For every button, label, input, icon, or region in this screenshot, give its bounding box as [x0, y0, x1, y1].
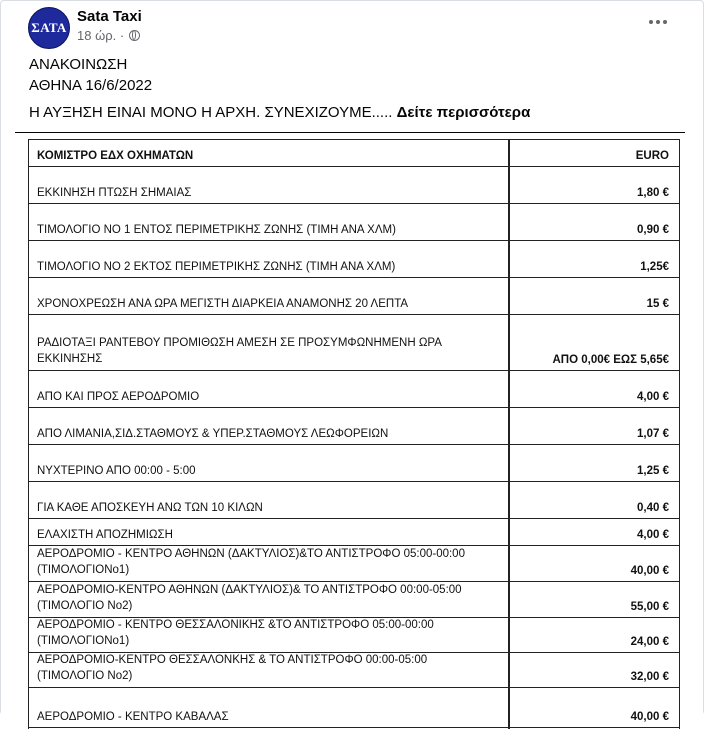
page-avatar[interactable]	[28, 7, 70, 49]
table-row	[29, 546, 679, 582]
table-row	[29, 445, 679, 482]
table-row	[29, 241, 679, 278]
fare-value: 0,40 €	[637, 502, 669, 514]
fare-value: ΑΠΟ 0,00€ ΕΩΣ 5,65€	[552, 354, 669, 366]
fare-label	[37, 335, 442, 367]
fare-label-line-2: ΕΚΚΙΝΗΣΗΣ	[37, 353, 103, 365]
header-value: EURO	[635, 150, 669, 162]
fare-label-line-1: ΑΕΡΟΔΡΟΜΙΟ - ΚΕΝΤΡΟ ΑΘΗΝΩΝ (ΔΑΚΤΥΛΙΟΣ)&ΤΟ ΑΝΤΙΣΤΡΟΦΟ 05:00-00:00	[37, 548, 465, 560]
avatar-logo-text: ΣΑΤΑ	[31, 20, 67, 35]
see-more-link[interactable]: Δείτε περισσότερα	[396, 104, 531, 121]
fare-label-line-2: (ΤΙΜΟΛΟΓΙΟΝο1)	[37, 564, 130, 576]
fare-table	[28, 139, 680, 729]
fare-value: 15 €	[646, 298, 669, 310]
post-meta	[77, 28, 140, 43]
post-text-line-2: ΑΘΗΝΑ 16/6/2022	[29, 77, 153, 94]
fare-label: ΝΥΧΤΕΡΙΝΟ ΑΠΟ 00:00 - 5:00	[37, 465, 196, 477]
fare-label: ΓΙΑ ΚΑΘΕ ΑΠΟΣΚΕΥΗ ΑΝΩ ΤΩΝ 10 ΚΙΛΩΝ	[37, 502, 263, 514]
fare-label: ΑΕΡΟΔΡΟΜΙΟ - ΚΕΝΤΡΟ ΚΑΒΑΛΑΣ	[37, 711, 229, 723]
fare-value: 55,00 €	[630, 601, 669, 613]
fare-label-line-1: ΑΕΡΟΔΡΟΜΙΟ - ΚΕΝΤΡΟ ΘΕΣΣΑΛΟΝΙΚΗΣ &ΤΟ ΑΝΤΙΣΤΡΟΦΟ 05:00-00:00	[37, 619, 434, 631]
fare-label-line-2: (ΤΙΜΟΛΟΓΙΟ Νο2)	[37, 600, 133, 612]
fare-label-line-1: ΑΕΡΟΔΡΟΜΙΟ-ΚΕΝΤΡΟ ΘΕΣΣΑΛΟΝΚΗΣ & ΤΟ ΑΝΤΙΣΤΡΟΦΟ 00:00-05:00	[37, 654, 428, 666]
fare-label: ΑΠΟ ΛΙΜΑΝΙΑ,ΣΙΔ.ΣΤΑΘΜΟΥΣ & ΥΠΕΡ.ΣΤΑΘΜΟΥΣ ΛΕΩΦΟΡΕΙΩΝ	[37, 428, 389, 440]
table-row	[29, 482, 679, 519]
page-name-link[interactable]: Sata Taxi	[77, 8, 142, 25]
fare-label: ΕΚΚΙΝΗΣΗ ΠΤΩΣΗ ΣΗΜΑΙΑΣ	[37, 187, 192, 199]
fare-label-line-2: (ΤΙΜΟΛΟΓΙΟΝο1)	[37, 635, 130, 647]
table-row	[29, 408, 679, 445]
fare-value: 40,00 €	[630, 565, 669, 577]
fare-value: 0,90 €	[637, 224, 669, 236]
fare-label: ΧΡΟΝΟΧΡΕΩΣΗ ΑΝΑ ΩΡΑ ΜΕΓΙΣΤΗ ΔΙΑΡΚΕΙΑ ΑΝΑΜΟΝΗΣ 20 ΛΕΠΤΑ	[37, 298, 409, 310]
fare-label	[37, 582, 462, 614]
fare-value: 24,00 €	[630, 636, 669, 648]
fare-label	[37, 546, 465, 578]
fare-value: 4,00 €	[637, 529, 669, 541]
fare-value: 32,00 €	[630, 671, 669, 683]
post-text-line-1: ΑΝΑΚΟΙΝΩΣΗ	[29, 56, 128, 73]
table-row	[29, 167, 679, 204]
post-text-line-3	[29, 104, 530, 121]
fare-label-line-2: (ΤΙΜΟΛΟΓΙΟ Νο2)	[37, 670, 133, 682]
fare-value: 1,80 €	[637, 187, 669, 199]
fare-value: 1,25 €	[637, 465, 669, 477]
fare-label: ΤΙΜΟΛΟΓΙΟ ΝΟ 2 ΕΚΤΟΣ ΠΕΡΙΜΕΤΡΙΚΗΣ ΖΩΝΗΣ (ΤΙΜΗ ΑΝΑ ΧΛΜ)	[37, 261, 396, 273]
table-row	[29, 204, 679, 241]
fare-label: ΑΠΟ ΚΑΙ ΠΡΟΣ ΑΕΡΟΔΡΟΜΙΟ	[37, 391, 200, 403]
table-row	[29, 315, 679, 371]
table-row	[29, 618, 679, 653]
fare-value: 4,00 €	[637, 391, 669, 403]
table-row	[29, 582, 679, 618]
post-text-body: Η ΑΥΞΗΣΗ ΕΙΝΑΙ ΜΟΝΟ Η ΑΡΧΗ. ΣΥΝΕΧΙΖΟΥΜΕ.....	[29, 104, 393, 121]
fare-label	[37, 652, 427, 684]
fare-value: 1,07 €	[637, 428, 669, 440]
fare-label-line-1: ΡΑΔΙΟΤΑΞΙ ΡΑΝΤΕΒΟΥ ΠΡΟΜΙΘΩΣΗ ΑΜΕΣΗ ΣΕ ΠΡΟΣΥΜΦΩΝΗΜΕΝΗ ΩΡΑ	[37, 337, 442, 349]
post-timestamp[interactable]: 18 ώρ. ·	[77, 28, 125, 43]
dot-icon	[649, 20, 653, 24]
fare-label	[37, 617, 434, 649]
table-row	[29, 371, 679, 408]
more-options-button[interactable]	[649, 17, 669, 27]
header-label: ΚΟΜΙΣΤΡΟ ΕΔΧ ΟΧΗΜΑΤΩΝ	[37, 150, 194, 162]
dot-icon	[663, 20, 667, 24]
post-image[interactable]	[1, 133, 703, 723]
fare-label: ΕΛΑΧΙΣΤΗ ΑΠΟΖΗΜΙΩΣΗ	[37, 529, 173, 541]
fare-value: 1,25€	[640, 261, 669, 273]
dot-icon	[656, 20, 660, 24]
fare-value: 40,00 €	[630, 711, 669, 723]
table-row	[29, 688, 679, 728]
fare-label: ΤΙΜΟΛΟΓΙΟ ΝΟ 1 ΕΝΤΟΣ ΠΕΡΙΜΕΤΡΙΚΗΣ ΖΩΝΗΣ (ΤΙΜΗ ΑΝΑ ΧΛΜ)	[37, 224, 396, 236]
table-header-row	[29, 140, 679, 167]
table-row	[29, 519, 679, 546]
globe-icon	[129, 30, 140, 41]
table-row	[29, 653, 679, 688]
table-row	[29, 278, 679, 315]
fare-label-line-1: ΑΕΡΟΔΡΟΜΙΟ-ΚΕΝΤΡΟ ΑΘΗΝΩΝ (ΔΑΚΤΥΛΙΟΣ)& ΤΟ ΑΝΤΙΣΤΡΟΦΟ 00:00-05:00	[37, 584, 462, 596]
